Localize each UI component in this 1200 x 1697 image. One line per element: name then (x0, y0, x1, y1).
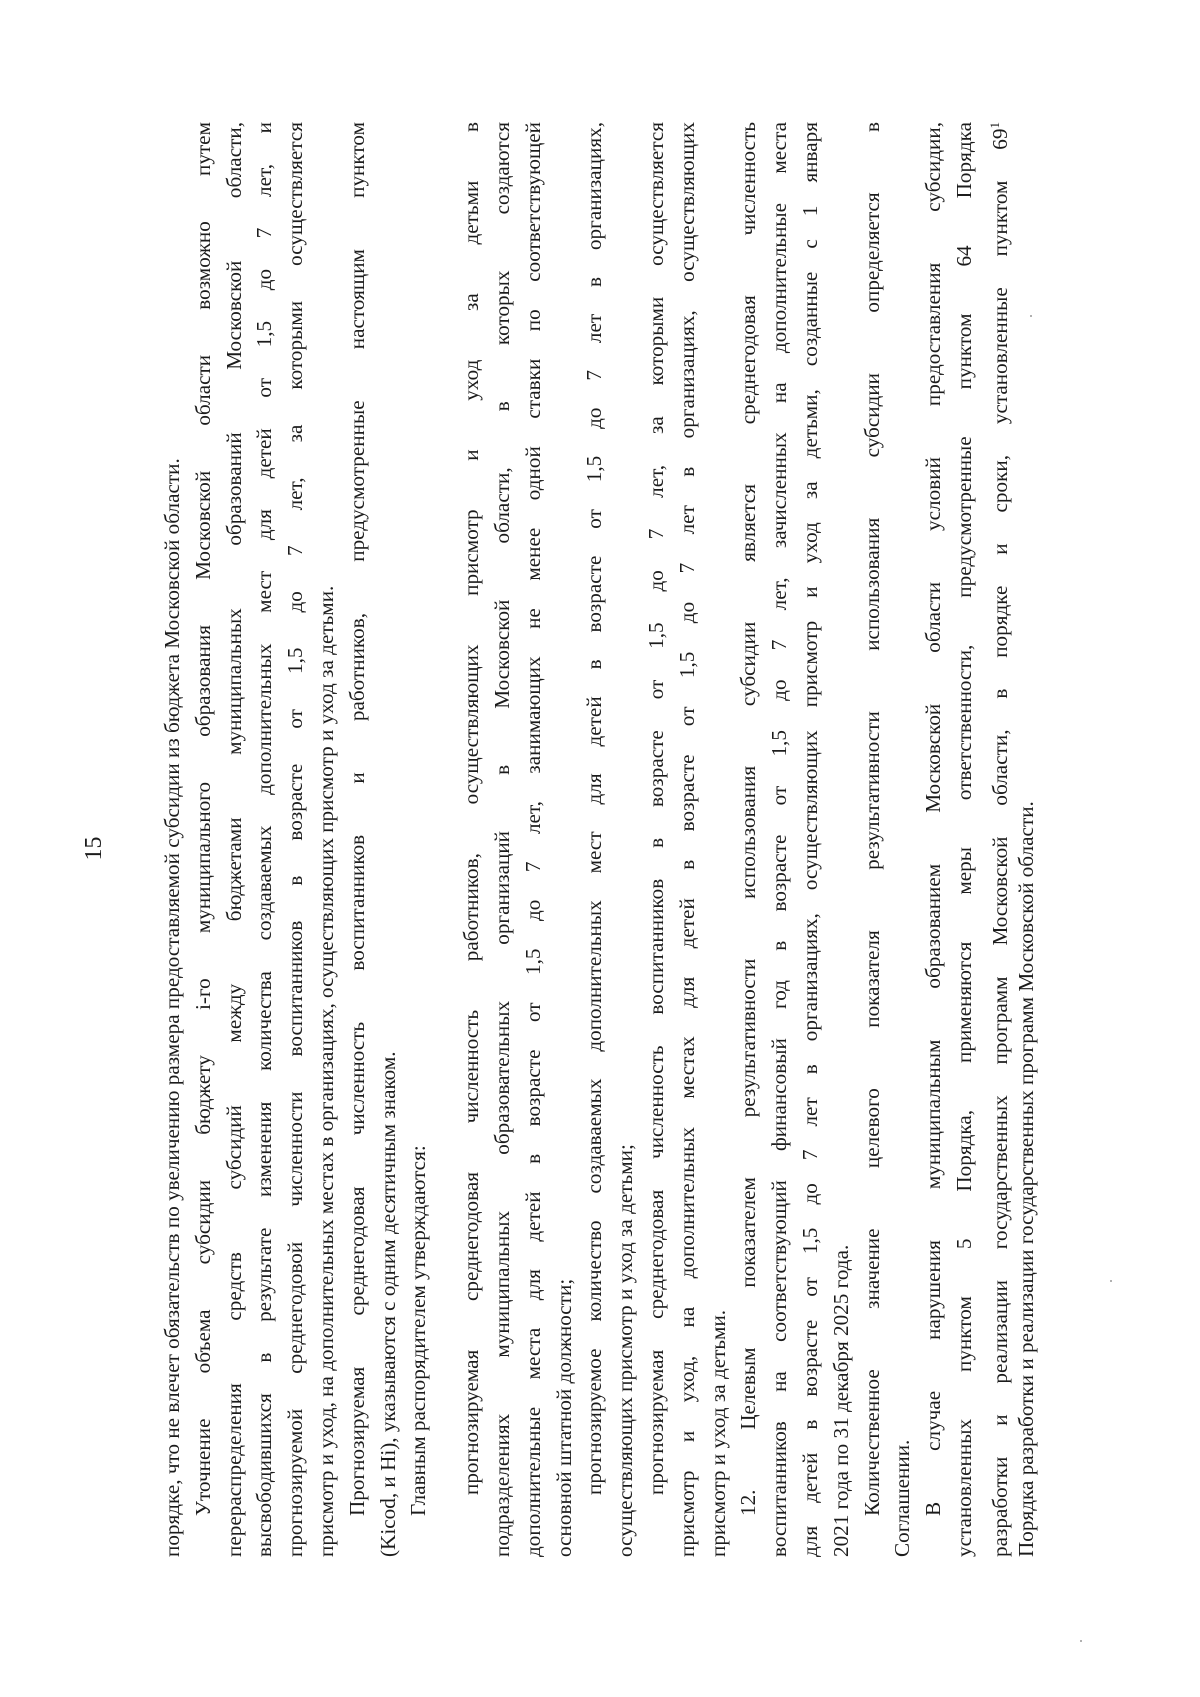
text-line: присмотр и уход, на дополнительных местах в организациях, осуществляющих присмотр и уход за детьми. (313, 585, 338, 1557)
text-line: присмотр и уход за детьми. (705, 1309, 730, 1557)
body-text (157, 122, 1041, 1557)
text-line: подразделениях муниципальных образовательных организаций в Московской области, в которых создаются (489, 122, 514, 1557)
text-line: перераспределения средств субсидий между бюджетами муниципальных образований Московской области, (221, 122, 246, 1557)
scan-speck (1110, 1280, 1112, 1282)
text-line: прогнозируемой среднегодовой численности воспитанников в возрасте от 1,5 до 7 лет, за которыми осуществляется (283, 122, 308, 1557)
text-line: Порядка разработки и реализации государственных программ Московской области. (1013, 801, 1038, 1557)
text-line: воспитанников на соответствующий финансовый год в возрасте от 1,5 до 7 лет, зачисленных на дополнительные места (767, 122, 792, 1557)
text-line: Соглашении. (890, 1439, 915, 1557)
text-line: присмотр и уход, на дополнительных местах для детей в возрасте от 1,5 до 7 лет в организациях, осуществляющих (674, 122, 699, 1557)
text-line: установленных пунктом 5 Порядка, применяются меры ответственности, предусмотренные пунктом 64 Порядка (951, 122, 976, 1557)
text-line: Главным распорядителем утверждаются: (406, 1145, 431, 1516)
scan-speck (1030, 315, 1032, 317)
text-line-content: разработки и реализации государственных программ Московской области, в порядке и сроки, установленные пунктом 69 (987, 128, 1012, 1557)
text-line: основной штатной должности; (551, 1278, 576, 1557)
text-line: прогнозируемая среднегодовая численность работников, осуществляющих присмотр и уход за детьми в (459, 122, 484, 1495)
text-line: прогнозируемое количество создаваемых дополнительных мест для детей в возрасте от 1,5 до 7 лет в организациях, (582, 122, 607, 1495)
text-line: Прогнозируемая среднегодовая численность воспитанников и работников, предусмотренные настоящим пунктом (344, 122, 369, 1516)
text-line: дополнительные места для детей в возрасте от 1,5 до 7 лет, занимающих не менее одной ставки по соответствующей (520, 122, 545, 1557)
text-line: 2021 года по 31 декабря 2025 года. (828, 1244, 853, 1557)
text-line: прогнозируемая среднегодовая численность воспитанников в возрасте от 1,5 до 7 лет, за которыми осуществляется (643, 122, 668, 1495)
text-line: порядке, что не влечет обязательств по увеличению размера предоставляемой субсидии из бюджета Московской области. (160, 458, 184, 1557)
text-line: В случае нарушения муниципальным образованием Московской области условий предоставления субсидии, (921, 122, 946, 1516)
text-line: осуществляющих присмотр и уход за детьми; (613, 1144, 638, 1557)
text-line: Количественное значение целевого показателя результативности использования субсидии определяется в (859, 122, 884, 1516)
text-line: 12. Целевым показателем результативности использования субсидии является среднегодовая численность (736, 122, 761, 1516)
text-line (980, 122, 1011, 1557)
page-number: 15 (81, 836, 107, 861)
scan-speck (1080, 1640, 1082, 1642)
footnote-superscript: 1 (986, 122, 1002, 129)
text-line: Уточнение объема субсидии бюджету i-го муниципального образования Московской области возможно путем (190, 122, 215, 1516)
text-line: (Kicod, и Hi), указываются с одним десятичным знаком. (375, 1051, 400, 1557)
text-line: для детей в возрасте от 1,5 до 7 лет в организациях, осуществляющих присмотр и уход за детьми, созданные с 1 января (797, 122, 822, 1557)
text-line: высвободившихся в результате изменения количества создаваемых дополнительных мест для детей от 1,5 до 7 лет, и (252, 122, 277, 1557)
